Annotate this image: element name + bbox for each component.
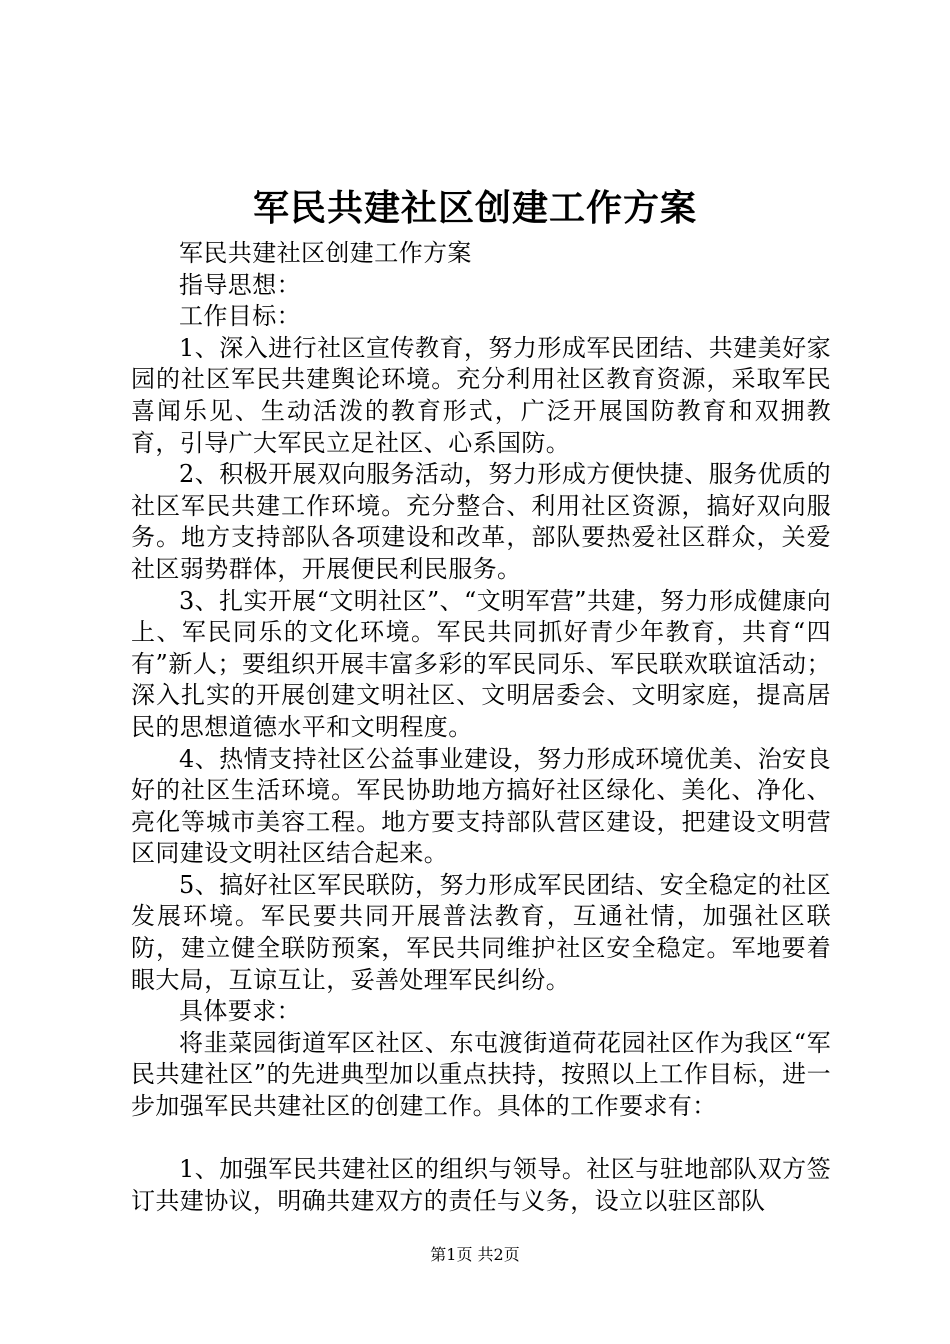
paragraph: 指导思想： (179, 270, 301, 299)
paragraph: 工作目标： (179, 302, 301, 331)
paragraph: 3、扎实开展“文明社区”、“文明军营”共建，努力形成健康向上、军民同乐的文化环境。军民共同抓好青少年教育，共育“四有”新人；要组织开展丰富多彩的军民同乐、军民联欢联谊活动；深入扎实的开展创建文明社区、文明居委会、文明家庭，提高居民的思想道德水平和文明程度。 (131, 586, 831, 741)
paragraph: 将韭菜园街道军区社区、东屯渡街道荷花园社区作为我区“军民共建社区”的先进典型加以重点扶持，按照以上工作目标，进一步加强军民共建社区的创建工作。具体的工作要求有： (131, 1028, 831, 1121)
document-title: 军民共建社区创建工作方案 (252, 187, 697, 229)
paragraph: 5、搞好社区军民联防，努力形成军民团结、安全稳定的社区发展环境。军民要共同开展普法教育，互通社情，加强社区联防，建立健全联防预案，军民共同维护社区安全稳定。军地要着眼大局，互谅互让，妥善处理军民纠纷。 (131, 870, 831, 994)
paragraph: 4、热情支持社区公益事业建设，努力形成环境优美、治安良好的社区生活环境。军民协助地方搞好社区绿化、美化、净化、亮化等城市美容工程。地方要支持部队营区建设，把建设文明营区同建设文明社区结合起来。 (131, 744, 831, 868)
paragraph: 军民共建社区创建工作方案 (179, 239, 472, 267)
paragraph: 1、深入进行社区宣传教育，努力形成军民团结、共建美好家园的社区军民共建舆论环境。充分利用社区教育资源，采取军民喜闻乐见、生动活泼的教育形式，广泛开展国防教育和双拥教育，引导广大军民立足社区、心系国防。 (131, 333, 831, 457)
paragraph: 2、积极开展双向服务活动，努力形成方便快捷、服务优质的社区军民共建工作环境。充分整合、利用社区资源，搞好双向服务。地方支持部队各项建设和改革，部队要热爱社区群众，关爱社区弱势群体，开展便民利民服务。 (131, 460, 831, 583)
paragraph: 具体要求： (179, 997, 301, 1026)
document-body (131, 238, 831, 1217)
paragraph: 1、加强军民共建社区的组织与领导。社区与驻地部队双方签订共建协议，明确共建双方的责任与义务，设立以驻区部队 (131, 1155, 831, 1215)
page-footer: 第1页 共2页 (430, 1245, 520, 1264)
